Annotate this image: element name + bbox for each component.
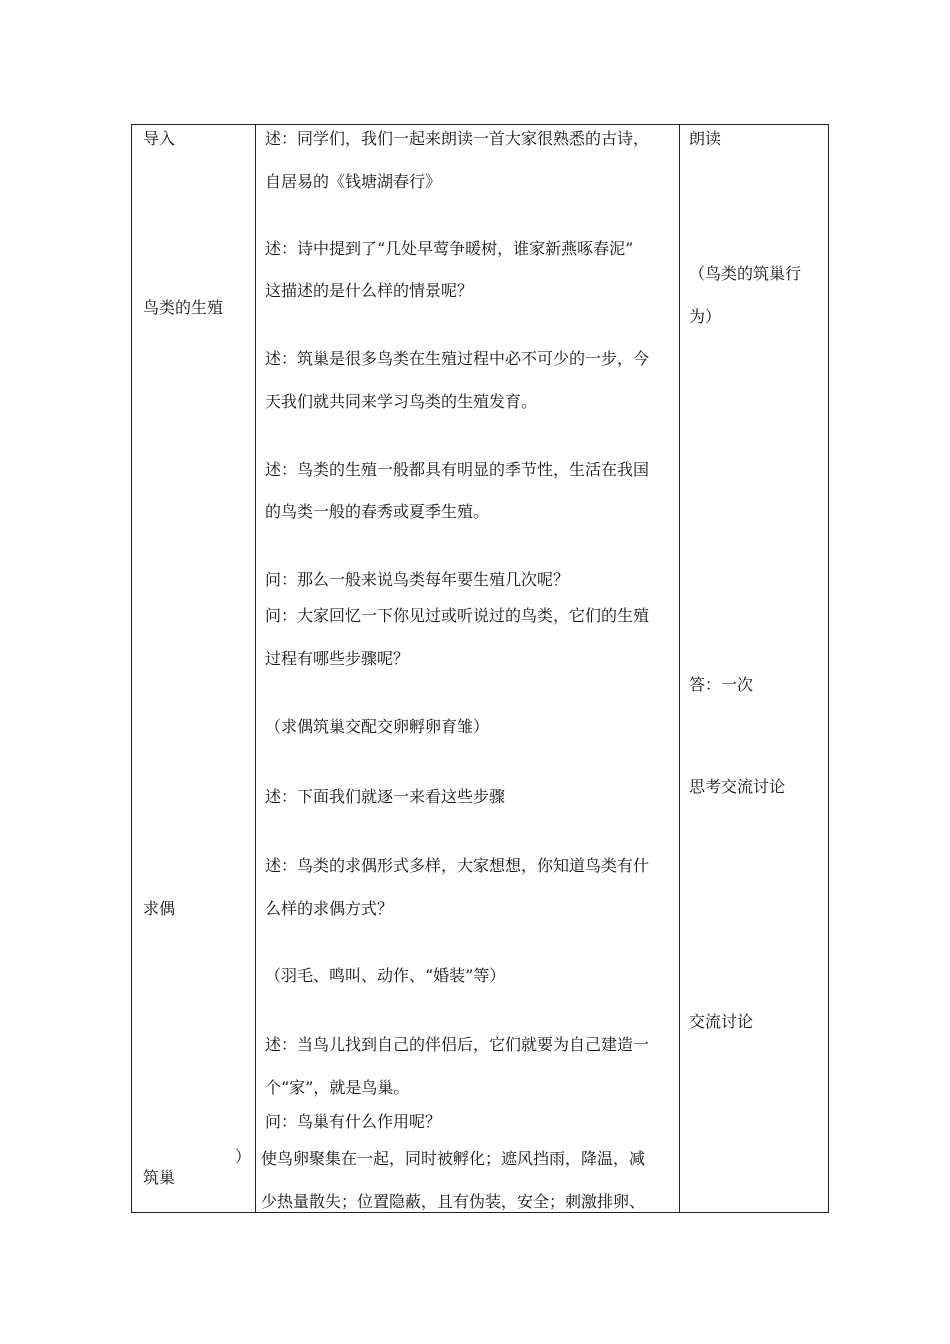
- text-line: 问：那么一般来说鸟类每年要生殖几次呢？: [265, 570, 570, 589]
- text-line: 过程有哪些步骤呢？: [265, 649, 410, 668]
- text-line: 述：鸟类的求偶形式多样，大家想想，你知道鸟类有什: [265, 856, 650, 875]
- section-label-intro: 导入: [143, 129, 176, 148]
- lesson-plan-table: [131, 124, 829, 1213]
- student-activity-discuss: 交流讨论: [689, 1012, 754, 1031]
- text-line: 述：诗中提到了“几处早莺争暖树，谁家新燕啄春泥”: [265, 239, 634, 258]
- student-activity-answer: 答：一次: [689, 675, 754, 694]
- text-line: 述：鸟类的生殖一般都具有明显的季节性，生活在我国: [265, 460, 650, 479]
- text-line: 问：大家回忆一下你见过或听说过的鸟类，它们的生殖: [265, 606, 650, 625]
- stray-paren: ）: [235, 1147, 252, 1166]
- section-label-courtship: 求偶: [143, 899, 176, 918]
- text-line: 述：当鸟儿找到自己的伴侣后，它们就要为自己建造一: [265, 1035, 650, 1054]
- text-line: （求偶筑巢交配交卵孵卵育雏）: [265, 717, 490, 736]
- student-activity-read: 朗读: [689, 129, 722, 148]
- text-line: 少热量散失；位置隐蔽，且有伪装，安全；刺激排卵、: [261, 1192, 646, 1211]
- text-line: 问：鸟巢有什么作用呢？: [265, 1112, 442, 1131]
- section-label-bird-reproduction: 鸟类的生殖: [143, 298, 224, 317]
- student-activity-think: 思考交流讨论: [689, 777, 786, 796]
- text-line: 么样的求偶方式？: [265, 899, 394, 918]
- text-line: 的鸟类一般的春秀或夏季生殖。: [265, 502, 490, 521]
- student-activity-line: （鸟类的筑巢行: [689, 264, 802, 283]
- text-line: 述：筑巢是很多鸟类在生殖过程中必不可少的一步，今: [265, 349, 650, 368]
- column-divider-1: [255, 125, 256, 1212]
- text-line: （羽毛、鸣叫、动作、“婚装”等）: [265, 966, 506, 985]
- text-line: 天我们就共同来学习鸟类的生殖发育。: [265, 392, 538, 411]
- student-activity-line: 为）: [689, 307, 722, 326]
- text-line: 个“家”，就是鸟巢。: [265, 1078, 410, 1097]
- text-line: 使鸟卵聚集在一起，同时被孵化；遮风挡雨，降温，减: [261, 1149, 646, 1168]
- column-divider-2: [679, 125, 680, 1212]
- text-line: 这描述的是什么样的情景呢？: [265, 281, 474, 300]
- text-line: 述：同学们，我们一起来朗读一首大家很熟悉的古诗，: [265, 129, 650, 148]
- section-label-nest-building: 筑巢: [143, 1168, 176, 1187]
- text-line: 自居易的《钱塘湖春行》: [265, 172, 442, 191]
- text-line: 述：下面我们就逐一来看这些步骤: [265, 787, 506, 806]
